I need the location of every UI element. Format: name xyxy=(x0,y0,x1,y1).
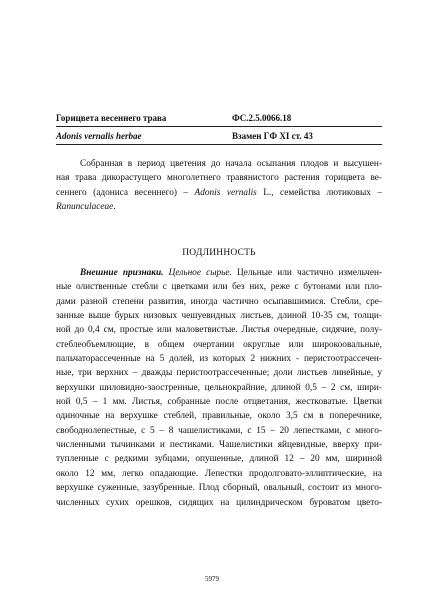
family-latin-name: Ranunculaceae xyxy=(56,202,114,213)
lead-italic: Цельное сырье. xyxy=(168,268,232,278)
intro-line: Собранная в период цветения до начала осыпания плодов и высушен- xyxy=(80,159,382,169)
body-line: одиночные на верхушке стеблей, правильные, около 3,5 см в поперечнике, xyxy=(56,411,382,422)
page-number: 5979 xyxy=(205,575,219,583)
header-rule-2 xyxy=(56,144,382,145)
body-line: численными тычинками и пестиками. Чашелистики яйцевидные, вверху при- xyxy=(56,440,382,451)
body-line: ные олиственные стебли с цветками или без них, реже с бутонами или пло- xyxy=(56,282,382,293)
body-line: свободнолепестные, с 5 – 8 чашелистиками, с 15 – 20 лепестками, с много- xyxy=(56,425,382,436)
monograph-title-lat: Adonis vernalis herbae xyxy=(56,131,142,141)
body-line-first: Внешние признаки. Цельное сырье. Цельные или частично измельчен- xyxy=(80,268,382,278)
body-line: верхушке суженные, зазубренные. Плод сборный, овальный, состоит из много- xyxy=(56,483,382,494)
latin-name: Adonis vernalis xyxy=(194,187,257,198)
body-line: верхушки шиловидно-заостренные, цельнокрайние, длиной 0,5 – 2 см, шири- xyxy=(56,382,382,393)
intro-line: Ranunculaceae. xyxy=(56,202,116,213)
body-line: ные, три верхних – дважды перистоотрассеченные; доли листьев линейные, у xyxy=(56,368,382,379)
body-line: тупленные с редкими зубцами, опушенные, длиной 12 – 20 мм, шириной xyxy=(56,454,382,465)
header-rule-1 xyxy=(56,126,382,127)
body-line: ной до 0,4 см, простые или маловетвистые. Листья очередные, сидячие, полу- xyxy=(56,325,382,336)
body-line: стеблеобъемлющие, в общем очертании округлые или широкоовальные, xyxy=(56,339,382,350)
lead-bold-italic: Внешние признаки. xyxy=(80,268,164,278)
intro-line: сеннего (адониса весеннего) – Adonis vernalis L., семейства лютиковых – xyxy=(56,187,382,198)
body-paragraph xyxy=(56,266,382,510)
body-line: ной 0,5 – 1 мм. Листья, собранные после отцветания, жестковатые. Цветки xyxy=(56,397,382,408)
body-line: дами разной степени развития, иногда частично осыпавшимися. Стебли, сре- xyxy=(56,296,382,307)
monograph-code: ФС.2.5.0066.18 xyxy=(232,113,292,123)
body-line: занные выше бурых низовых чешуевидных листьев, длиной 10-35 см, толщи- xyxy=(56,311,382,322)
body-line: пальчаторассеченные на 5 долей, из которых 2 нижних - перистоотрассечен- xyxy=(56,354,382,365)
section-heading: ПОДЛИННОСТЬ xyxy=(182,248,256,258)
replaces-note: Взамен ГФ XI ст. 43 xyxy=(232,131,313,141)
body-line: численных сухих орешков, сидящих на цилиндрическом буроватом цвето- xyxy=(56,497,382,508)
intro-line: ная трава дикорастущего многолетнего травянистого растения горицвета ве- xyxy=(56,173,382,184)
body-line: около 12 мм, легко опадающие. Лепестки продолговато-эллиптические, на xyxy=(56,468,382,479)
intro-paragraph xyxy=(56,157,382,214)
monograph-title-ru: Горицвета весеннего трава xyxy=(56,113,167,123)
